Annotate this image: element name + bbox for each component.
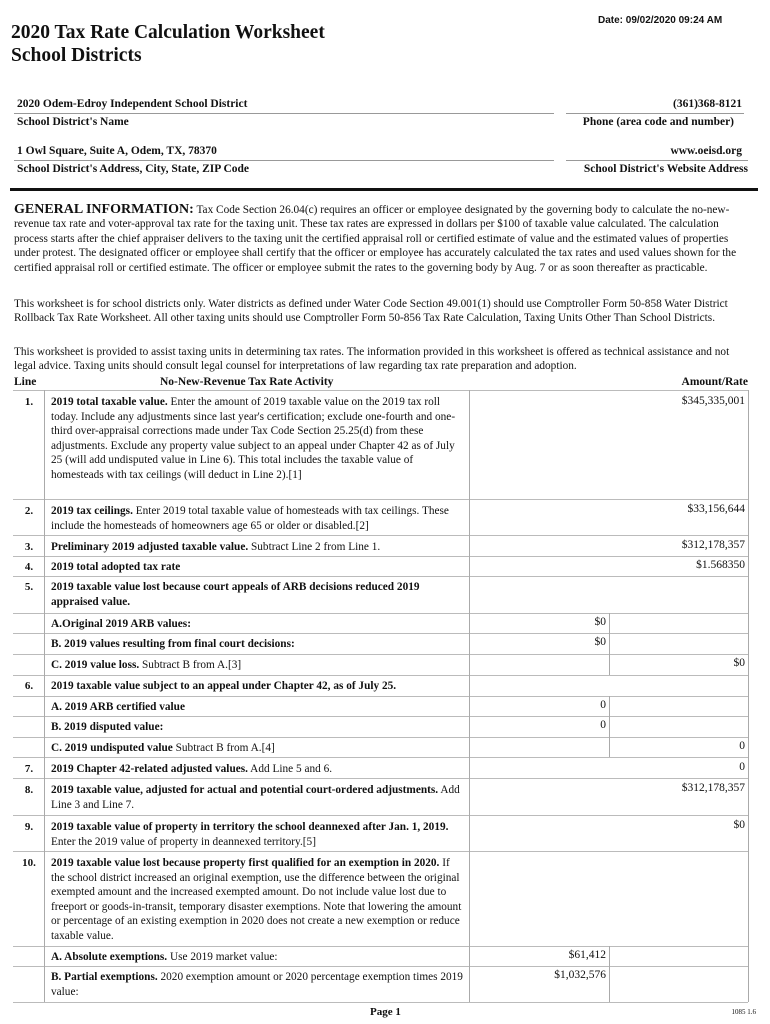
line-2-description — [51, 504, 466, 533]
column-divider — [609, 613, 610, 675]
line-4-amount: $1.568350 — [696, 559, 745, 571]
print-date: Date: 09/02/2020 09:24 AM — [598, 15, 723, 26]
section-divider — [10, 188, 758, 191]
line-6a-description — [51, 700, 466, 715]
column-divider — [609, 946, 610, 1002]
line-6b-amount: 0 — [600, 719, 606, 731]
line-10a-amount: $61,412 — [568, 949, 606, 961]
line-9-text: Enter the 2019 value of property in deannexed territory.[5] — [51, 835, 316, 848]
line-6c-amount: 0 — [739, 740, 745, 752]
column-divider — [44, 390, 45, 1002]
line-number: 1. — [24, 396, 34, 408]
line-number: 10. — [22, 857, 36, 869]
column-header-line: Line — [14, 376, 37, 388]
line-6-title: 2019 taxable value subject to an appeal under Chapter 42, as of July 25. — [51, 680, 397, 692]
column-header-activity: No-New-Revenue Tax Rate Activity — [160, 376, 334, 388]
line-6a-title: A. 2019 ARB certified value — [51, 701, 185, 713]
line-3-amount: $312,178,357 — [681, 539, 745, 551]
column-header-amount: Amount/Rate — [681, 376, 748, 388]
website-label: School District's Website Address — [583, 163, 748, 175]
line-number: 9. — [24, 821, 34, 833]
line-8-amount: $312,178,357 — [681, 782, 745, 794]
line-2-text: Enter 2019 total taxable value of homesteads with tax ceilings. These include the homesteads of homeowners age 65 or older or disabled.[2] — [51, 505, 449, 532]
line-8-description — [51, 783, 466, 812]
line-1-amount: $345,335,001 — [681, 395, 745, 407]
phone-label: Phone (area code and number) — [582, 116, 734, 128]
website-value: www.oeisd.org — [670, 145, 742, 157]
worksheet-scope-paragraph: This worksheet is for school districts only. Water districts as defined under Water Code Section 49.001(1) should use Comptroller Form 50-858 Water District Rollback Tax Rate Worksheet. All other taxing units should use Comptroller Form 50-856 Tax Rate Calculation, Taxing Units Other Than School Districts. — [14, 298, 728, 325]
line-10a-title: A. Absolute exemptions. — [51, 951, 168, 963]
district-address-value: 1 Owl Square, Suite A, Odem, TX, 78370 — [17, 145, 217, 157]
line-9-amount: $0 — [733, 819, 745, 831]
line-5a-description — [51, 617, 466, 632]
line-number: 7. — [24, 763, 34, 775]
form-code: 1085 1.6 — [731, 1008, 756, 1016]
line-number: 5. — [24, 581, 34, 593]
line-5-description — [51, 580, 466, 609]
line-10a-description — [51, 950, 466, 965]
line-10b-title: B. Partial exemptions. — [51, 971, 158, 983]
line-4-description — [51, 560, 466, 575]
line-number: 8. — [24, 784, 34, 796]
general-information-heading: GENERAL INFORMATION: — [14, 202, 194, 217]
line-4-title: 2019 total adopted tax rate — [51, 561, 181, 573]
line-5a-amount: $0 — [594, 616, 606, 628]
line-number: 3. — [24, 541, 34, 553]
line-5c-amount: $0 — [733, 657, 745, 669]
line-6b-title: B. 2019 disputed value: — [51, 721, 164, 733]
line-1-description — [51, 395, 466, 482]
line-6c-title: C. 2019 undisputed value — [51, 742, 173, 754]
line-5b-amount: $0 — [594, 636, 606, 648]
phone-value: (361)368-8121 — [673, 98, 742, 110]
line-10-title: 2019 taxable value lost because property first qualified for an exemption in 2020. — [51, 857, 440, 869]
line-6b-description — [51, 720, 466, 735]
line-10b-amount: $1,032,576 — [554, 969, 606, 981]
line-number: 4. — [24, 561, 34, 573]
column-divider — [469, 390, 470, 1002]
line-6c-text: Subtract B from A.[4] — [172, 742, 275, 754]
line-number: 6. — [24, 680, 34, 692]
district-name-value: 2020 Odem-Edroy Independent School District — [17, 98, 248, 110]
line-6a-amount: 0 — [600, 699, 606, 711]
line-9-title: 2019 taxable value of property in territory the school deannexed after Jan. 1, 2019. — [51, 821, 449, 833]
column-divider — [748, 390, 749, 1002]
line-7-text: Add Line 5 and 6. — [247, 763, 333, 775]
line-5b-description — [51, 637, 466, 652]
line-5-title: 2019 taxable value lost because court appeals of ARB decisions reduced 2019 appraised value. — [51, 581, 420, 608]
line-3-title: Preliminary 2019 adjusted taxable value. — [51, 541, 249, 553]
page-number: Page 1 — [370, 1006, 401, 1018]
district-address-label: School District's Address, City, State, ZIP Code — [17, 163, 250, 175]
line-number: 2. — [24, 505, 34, 517]
line-2-title: 2019 tax ceilings. — [51, 505, 133, 517]
line-7-amount: 0 — [739, 761, 745, 773]
line-6c-description — [51, 741, 466, 756]
line-5b-title: B. 2019 values resulting from final court decisions: — [51, 638, 295, 650]
title-line-1: 2020 Tax Rate Calculation Worksheet — [11, 22, 325, 43]
district-name-label: School District's Name — [17, 116, 129, 128]
title-line-2: School Districts — [11, 45, 142, 66]
line-10b-text: 2020 exemption amount or 2020 percentage exemption times 2019 value: — [51, 971, 463, 998]
line-7-title: 2019 Chapter 42-related adjusted values. — [51, 763, 248, 775]
line-5c-title: C. 2019 value loss. — [51, 659, 140, 671]
line-5a-title: A.Original 2019 ARB values: — [51, 618, 191, 630]
column-divider — [609, 696, 610, 757]
line-10-description — [51, 856, 466, 943]
line-10a-text: Use 2019 market value: — [167, 951, 278, 963]
line-8-title: 2019 taxable value, adjusted for actual and potential court-ordered adjustments. — [51, 784, 439, 796]
line-1-text: Enter the amount of 2019 taxable value on the 2019 tax roll today. Include any adjustments since last year's certification; exclude one-fourth and one-third over-appraisal corrections made under Tax Code Section 25.25(d) from these adjustments. Exclude any property value subject to an appeal under Chapter 42 as of July 25 (will add undisputed value in Line 6). This total includes the taxable value of homesteads with tax ceilings (will deduct in Line 2).[1] — [51, 396, 456, 481]
line-8-text: Add Line 3 and Line 7. — [51, 784, 460, 811]
line-9-description — [51, 820, 466, 849]
line-2-amount: $33,156,644 — [687, 503, 745, 515]
line-10-text: If the school district increased an original exemption, use the difference between the original exempted amount and the increased exempted amount. Do not include value lost due to freeport or goods-in-transit, temporary disaster exemptions. Note that lowering the amount or percentage of an existing exemption in 2020 does not create a new exemption or reduce taxable value. — [51, 857, 462, 942]
line-5c-text: Subtract B from A.[3] — [139, 659, 242, 671]
line-1-title: 2019 total taxable value. — [51, 396, 168, 408]
general-information-paragraph — [14, 203, 754, 275]
line-6-description — [51, 679, 466, 694]
line-3-description — [51, 540, 466, 555]
line-3-text: Subtract Line 2 from Line 1. — [248, 541, 381, 553]
disclaimer-paragraph: This worksheet is provided to assist taxing units in determining tax rates. The information provided in this worksheet is offered as technical assistance and not legal advice. Taxing units should consult legal counsel for interpretations of law regarding tax rate preparation and adoption. — [14, 346, 730, 373]
line-5c-description — [51, 658, 466, 673]
general-information-text: Tax Code Section 26.04(c) requires an officer or employee designated by the governing body to calculate the no-new-revenue tax rate and voter-approval tax rate for the taxing unit. These tax rates are expressed in dollars per $100 of taxable value calculated. The calculation process starts after the chief appraiser delivers to the taxing unit the certified appraisal roll or certified estimate of value and the estimated values of properties under protest. The designated officer or employee shall certify that the officer or employee has accurately calculated the tax rates and used values shown for the certified appraisal roll or certified estimate. The officer or employee submit the rates to the governing body by Aug. 7 or as soon thereafter as practicable. — [14, 204, 737, 274]
line-10b-description — [51, 970, 466, 999]
page-title — [11, 21, 325, 67]
line-7-description — [51, 762, 466, 777]
